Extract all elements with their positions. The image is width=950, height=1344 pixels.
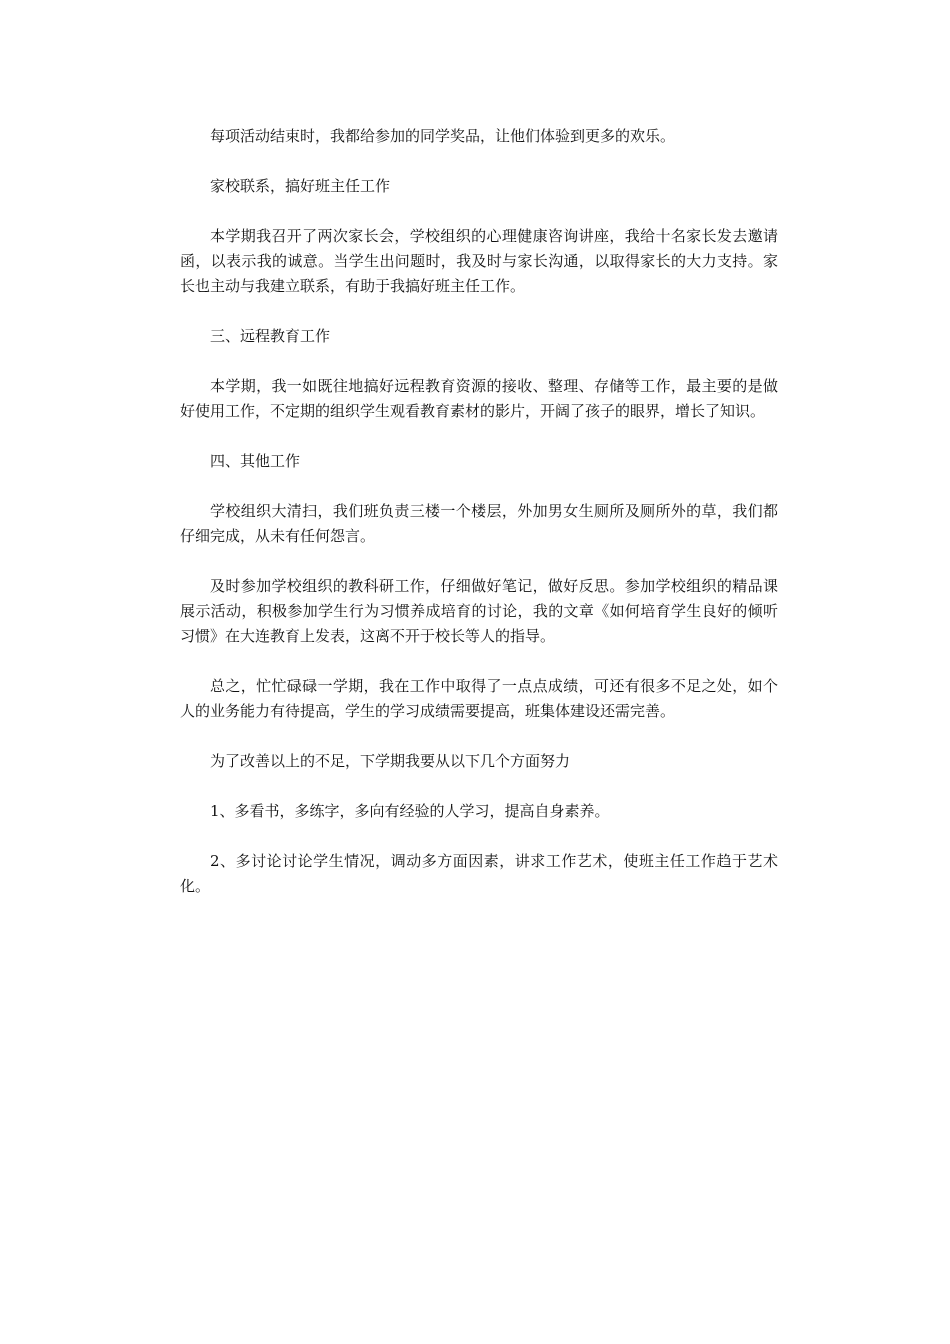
paragraph-research-work: 及时参加学校组织的教科研工作，仔细做好笔记，做好反思。参加学校组织的精品课展示活动，积极参加学生行为习惯养成培育的讨论，我的文章《如何培育学生良好的倾听习惯》在大连教育上发表，这离不开于校长等人的指导。 (180, 577, 778, 645)
heading-other-work: 四、其他工作 (210, 452, 301, 470)
paragraph-parent-meetings: 本学期我召开了两次家长会，学校组织的心理健康咨询讲座，我给十名家长发去邀请函，以表示我的诚意。当学生出问题时，我及时与家长沟通，以取得家长的大力支持。家长也主动与我建立联系，有助于我搞好班主任工作。 (180, 227, 778, 295)
list-item-2: 2、多讨论讨论学生情况，调动多方面因素，讲求工作艺术，使班主任工作趋于艺术化。 (180, 852, 778, 895)
heading-remote-education: 三、远程教育工作 (210, 327, 331, 345)
list-item-1: 1、多看书，多练字，多向有经验的人学习，提高自身素养。 (210, 802, 610, 820)
document-body (180, 124, 778, 924)
paragraph-remote-education: 本学期，我一如既往地搞好远程教育资源的接收、整理、存储等工作，最主要的是做好使用工作，不定期的组织学生观看教育素材的影片，开阔了孩子的眼界，增长了知识。 (180, 377, 778, 420)
paragraph-activity-rewards: 每项活动结束时，我都给参加的同学奖品，让他们体验到更多的欢乐。 (210, 127, 676, 145)
paragraph-cleaning: 学校组织大清扫，我们班负责三楼一个楼层，外加男女生厕所及厕所外的草，我们都仔细完成，从未有任何怨言。 (180, 502, 778, 545)
paragraph-improvement-intro: 为了改善以上的不足，下学期我要从以下几个方面努力 (210, 752, 571, 770)
paragraph-summary: 总之，忙忙碌碌一学期，我在工作中取得了一点点成绩，可还有很多不足之处，如个人的业务能力有待提高，学生的学习成绩需要提高，班集体建设还需完善。 (180, 677, 778, 720)
heading-home-school-contact: 家校联系，搞好班主任工作 (210, 177, 391, 195)
